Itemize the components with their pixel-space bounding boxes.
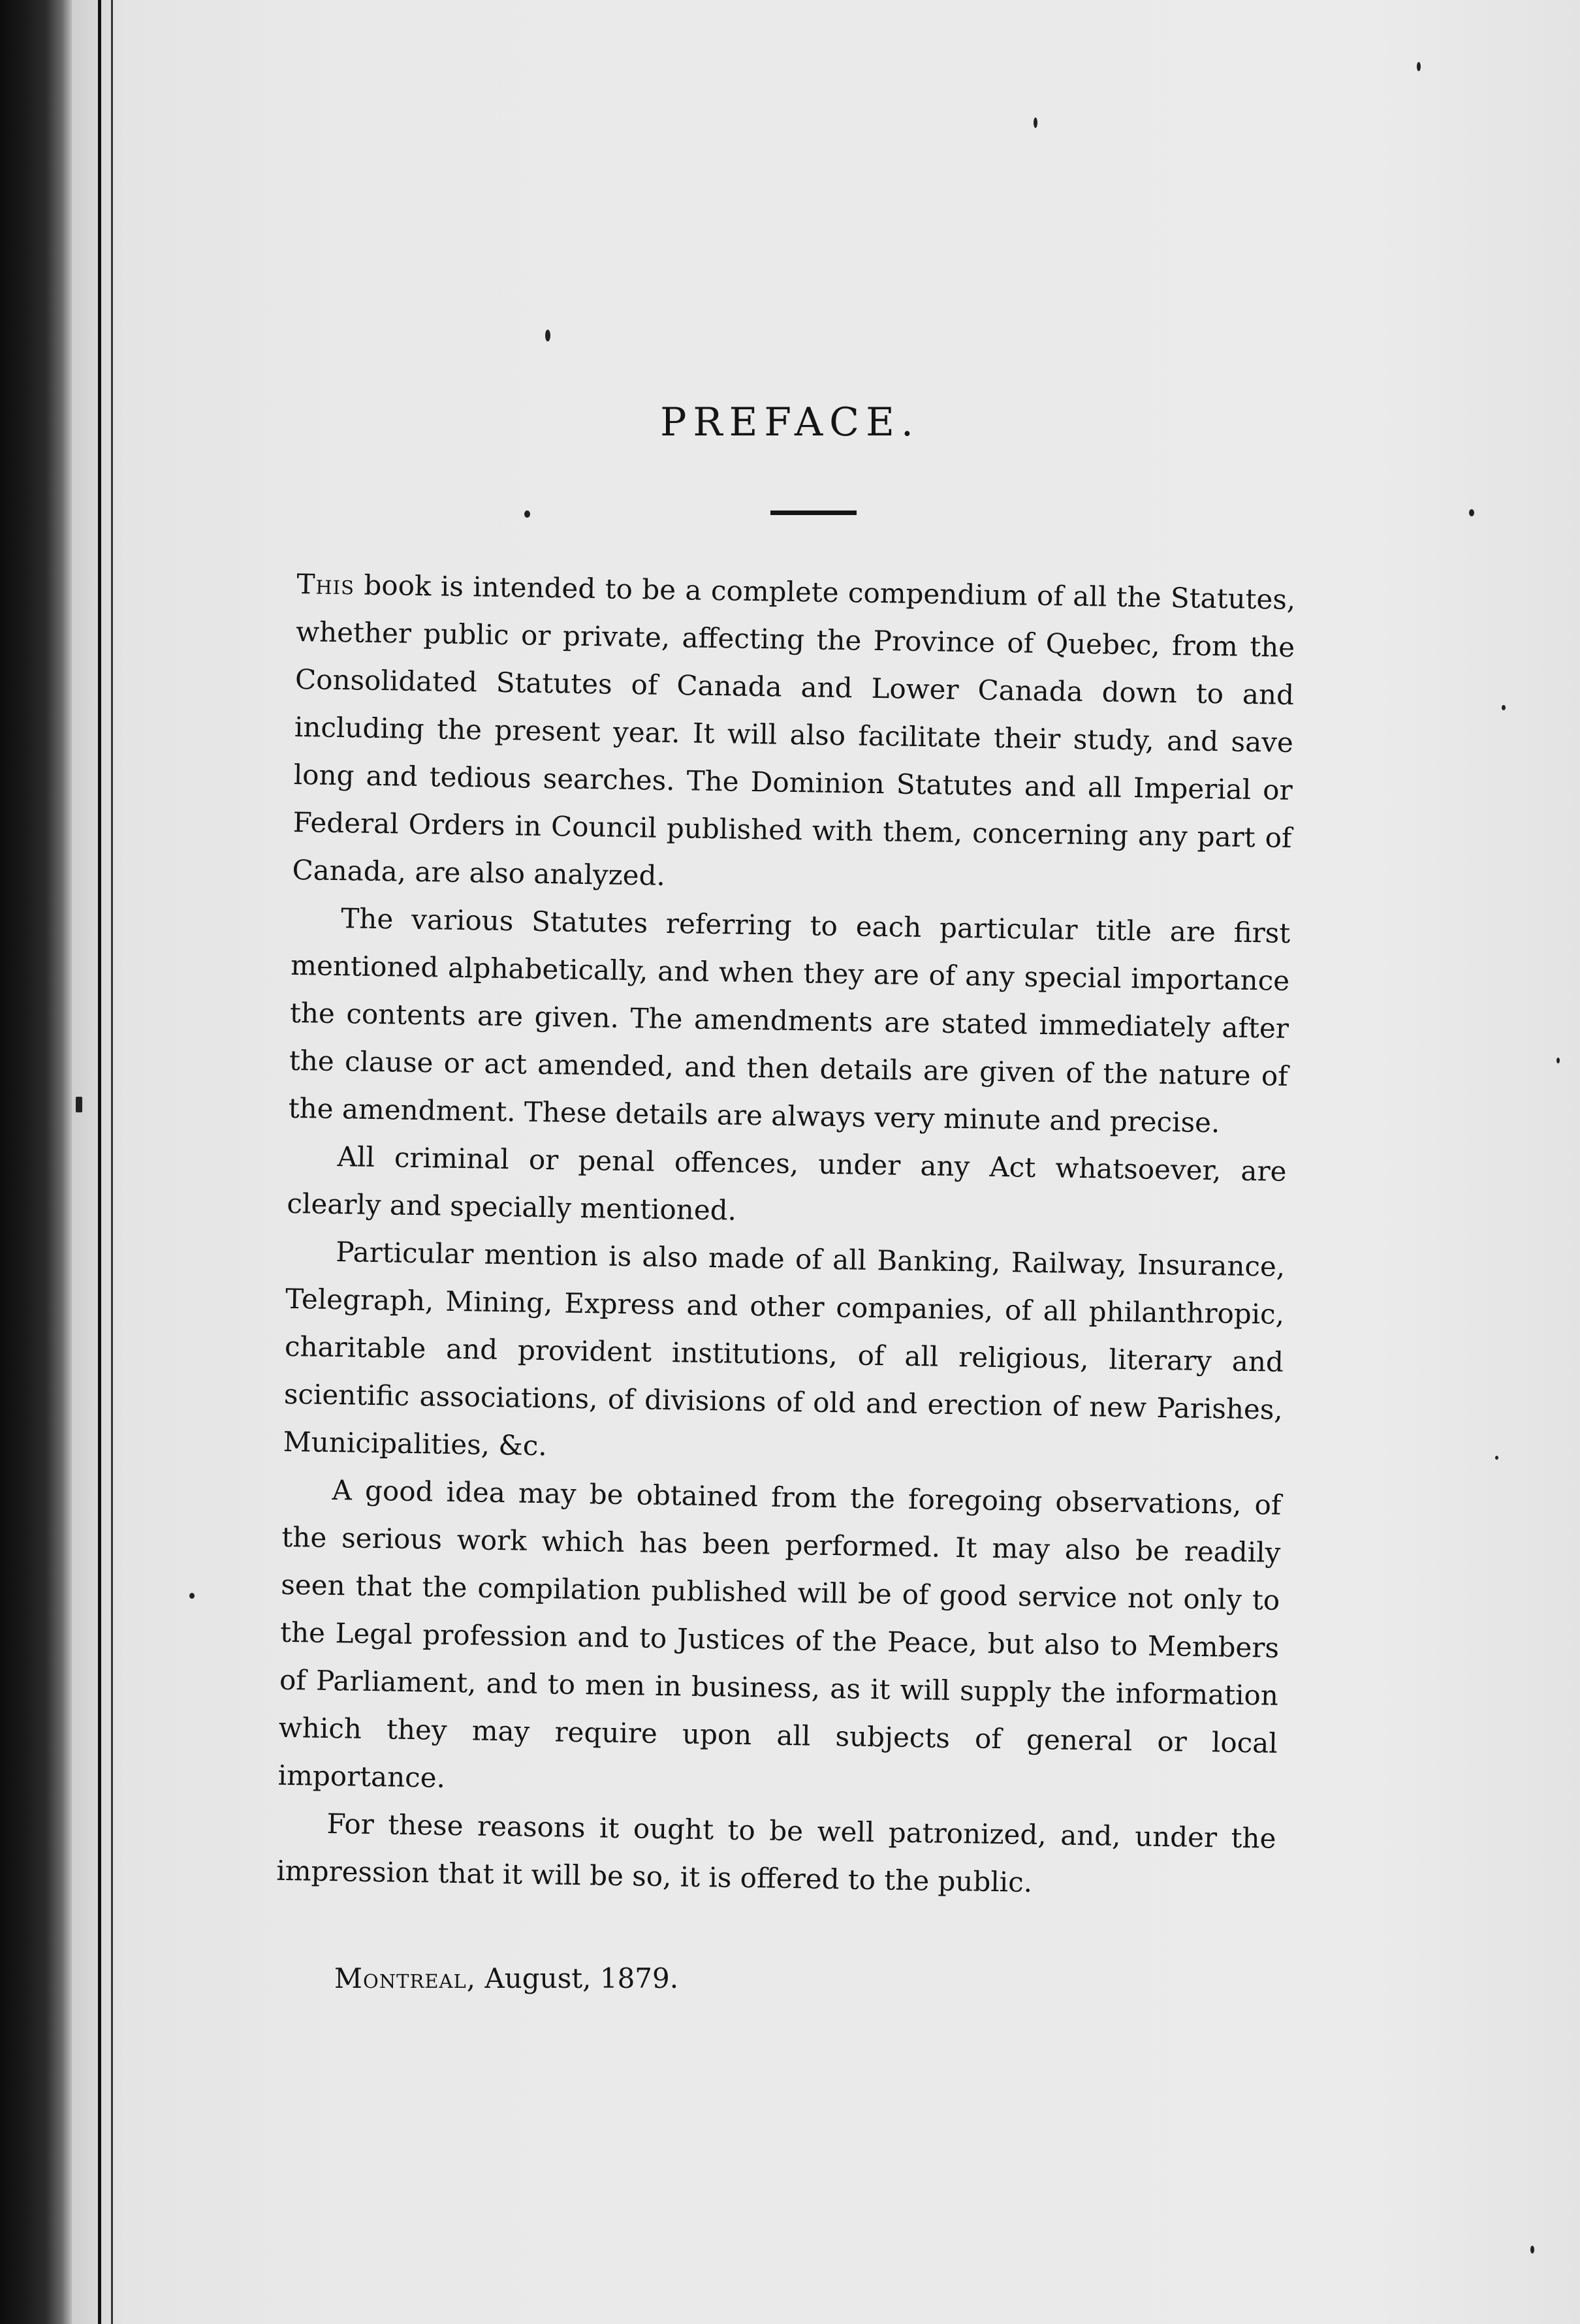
ink-speck (1034, 118, 1037, 128)
dateline-date: August, 1879. (476, 1962, 679, 1994)
ink-speck (189, 1593, 195, 1599)
ink-speck (76, 1097, 82, 1112)
paragraph-lead-word: This (296, 567, 355, 601)
paragraph-2: The various Statutes referring to each particular title are first mentioned alphabetically, and when they are of any special importance the contents are given. The amendments are stated immediately after the clause or act amended, and then details are given of the nature of the amendment. These details are always very minute and precise. (288, 902, 1291, 1139)
paragraph-1 (292, 560, 1296, 909)
page-edge-line-inner (111, 0, 113, 2324)
ink-speck (1495, 1456, 1498, 1460)
page-edge-line (98, 0, 101, 2324)
preface-body (276, 560, 1296, 1910)
paragraph-text: book is intended to be a complete compendium of all the Statutes, whether public or private, affecting the Province of Quebec, from the Consolidated Statutes of Canada and Lower Canada down to and including the present year. It will also facilitate their study, and save long and tedious searches. The Dominion Statutes and all Imperial or Federal Orders in Council published with them, concerning any part of Canada, are also analyzed. (292, 569, 1296, 892)
ink-speck (524, 510, 530, 518)
dateline (334, 1962, 678, 1994)
ink-speck (1530, 2246, 1534, 2253)
ink-speck (1417, 62, 1421, 71)
paragraph-4: Particular mention is also made of all Banking, Railway, Insurance, Telegraph, Mining, Express and other companies, of all philanthropic, charitable and provident institutions, of all religious, literary and scientific associations, of divisions of old and erection of new Parishes, Municipalities, &c. (283, 1236, 1286, 1462)
ink-speck (1502, 705, 1506, 710)
ink-speck (545, 330, 550, 341)
paragraph-3: All criminal or penal offences, under any Act whatsoever, are clearly and specially mentioned. (287, 1140, 1287, 1227)
ink-speck (1556, 1058, 1560, 1063)
page-title: PREFACE. (660, 400, 920, 445)
paragraph-6: For these reasons it ought to be well patronized, and, under the impression that it will be so, it is offered to the public. (276, 1807, 1276, 1898)
title-rule (770, 510, 857, 515)
ink-speck (1469, 509, 1474, 516)
paragraph-5: A good idea may be obtained from the foregoing observations, of the serious work which has been performed. It may also be readily seen that the compilation published will be of good service not only to the Legal profession and to Justices of the Peace, but also to Members of Parliament, and to men in business, as it will supply the information which they may require upon all subjects of general or local importance. (277, 1474, 1282, 1794)
book-spine-shadow (0, 0, 72, 2324)
dateline-place: Montreal, (334, 1962, 477, 1994)
